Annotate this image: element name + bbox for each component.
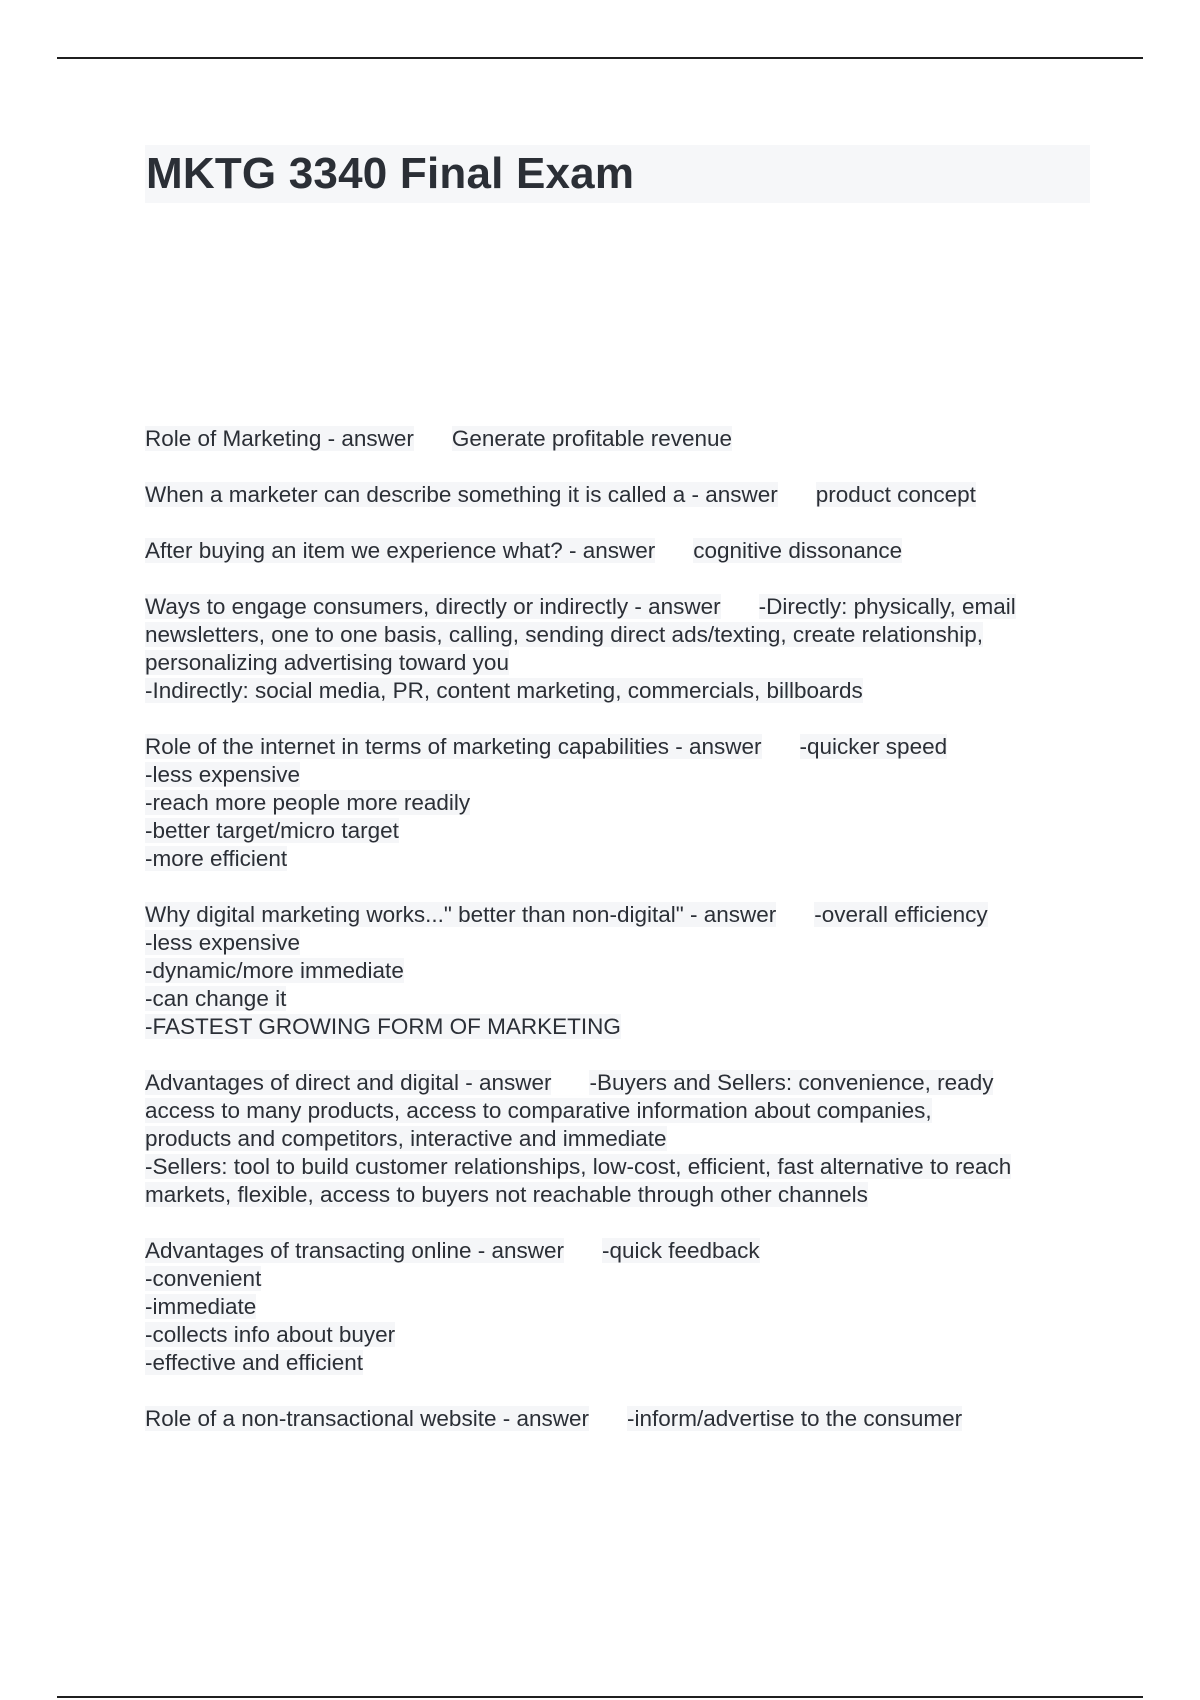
answer-line <box>145 761 1090 789</box>
answer-text: -Sellers: tool to build customer relationships, low-cost, efficient, fast alternative to reach <box>145 1154 1012 1179</box>
answer-text: -Indirectly: social media, PR, content marketing, commercials, billboards <box>145 678 863 703</box>
question-text: Why digital marketing works..." better than non-digital" - answer <box>145 902 777 927</box>
answer-text: -can change it <box>145 986 287 1011</box>
answer-line <box>145 1125 1090 1153</box>
answer-text: product concept <box>815 482 976 507</box>
answer-text: -quicker speed <box>799 734 948 759</box>
top-rule <box>57 57 1143 59</box>
answer-text: -Buyers and Sellers: convenience, ready <box>589 1070 994 1095</box>
answer-text: products and competitors, interactive and immediate <box>145 1126 667 1151</box>
answer-line <box>145 789 1090 817</box>
answer-text: personalizing advertising toward you <box>145 650 509 675</box>
qa-item <box>145 1405 1090 1433</box>
question-text: Role of Marketing - answer <box>145 426 414 451</box>
qa-first-line <box>145 537 1090 565</box>
answer-line <box>145 1349 1090 1377</box>
answer-line <box>145 985 1090 1013</box>
answer-text: -immediate <box>145 1294 257 1319</box>
qa-first-line <box>145 901 1090 929</box>
answer-text: newsletters, one to one basis, calling, sending direct ads/texting, create relationship, <box>145 622 983 647</box>
answer-text: access to many products, access to comparative information about companies, <box>145 1098 932 1123</box>
qa-item <box>145 1237 1090 1377</box>
answer-text: -reach more people more readily <box>145 790 471 815</box>
answer-line <box>145 1153 1090 1181</box>
qa-first-line <box>145 425 1090 453</box>
qa-first-line <box>145 593 1090 621</box>
answer-text: -collects info about buyer <box>145 1322 396 1347</box>
answer-text: markets, flexible, access to buyers not reachable through other channels <box>145 1182 868 1207</box>
answer-text: -less expensive <box>145 930 301 955</box>
answer-text: Generate profitable revenue <box>451 426 733 451</box>
answer-line <box>145 817 1090 845</box>
qa-first-line <box>145 481 1090 509</box>
qa-item <box>145 481 1090 509</box>
answer-line <box>145 1293 1090 1321</box>
answer-line <box>145 649 1090 677</box>
question-text: Advantages of transacting online - answer <box>145 1238 564 1263</box>
qa-item <box>145 901 1090 1041</box>
question-text: When a marketer can describe something it is called a - answer <box>145 482 778 507</box>
qa-item <box>145 537 1090 565</box>
answer-text: -overall efficiency <box>814 902 988 927</box>
answer-text: -convenient <box>145 1266 262 1291</box>
qa-list <box>145 425 1090 1461</box>
answer-line <box>145 957 1090 985</box>
qa-item <box>145 593 1090 705</box>
answer-text: -inform/advertise to the consumer <box>626 1406 963 1431</box>
question-text: Advantages of direct and digital - answer <box>145 1070 552 1095</box>
qa-item <box>145 425 1090 453</box>
answer-text: -effective and efficient <box>145 1350 364 1375</box>
answer-text: cognitive dissonance <box>693 538 903 563</box>
answer-line <box>145 1321 1090 1349</box>
question-text: Role of a non-transactional website - answer <box>145 1406 589 1431</box>
answer-text: -better target/micro target <box>145 818 399 843</box>
answer-line <box>145 621 1090 649</box>
answer-text: -less expensive <box>145 762 301 787</box>
answer-line <box>145 1265 1090 1293</box>
question-text: Ways to engage consumers, directly or indirectly - answer <box>145 594 721 619</box>
answer-line <box>145 929 1090 957</box>
answer-text: -quick feedback <box>602 1238 760 1263</box>
qa-first-line <box>145 1237 1090 1265</box>
answer-text: -FASTEST GROWING FORM OF MARKETING <box>145 1014 621 1039</box>
qa-first-line <box>145 733 1090 761</box>
answer-line <box>145 1013 1090 1041</box>
answer-line <box>145 845 1090 873</box>
qa-item <box>145 733 1090 873</box>
answer-text: -more efficient <box>145 846 288 871</box>
qa-item <box>145 1069 1090 1209</box>
bottom-rule <box>57 1696 1143 1698</box>
question-text: Role of the internet in terms of marketing capabilities - answer <box>145 734 762 759</box>
answer-text: -dynamic/more immediate <box>145 958 404 983</box>
answer-text: -Directly: physically, email <box>758 594 1016 619</box>
answer-line <box>145 677 1090 705</box>
question-text: After buying an item we experience what? - answer <box>145 538 656 563</box>
qa-first-line <box>145 1405 1090 1433</box>
answer-line <box>145 1181 1090 1209</box>
answer-line <box>145 1097 1090 1125</box>
qa-first-line <box>145 1069 1090 1097</box>
page-title: MKTG 3340 Final Exam <box>146 149 635 198</box>
